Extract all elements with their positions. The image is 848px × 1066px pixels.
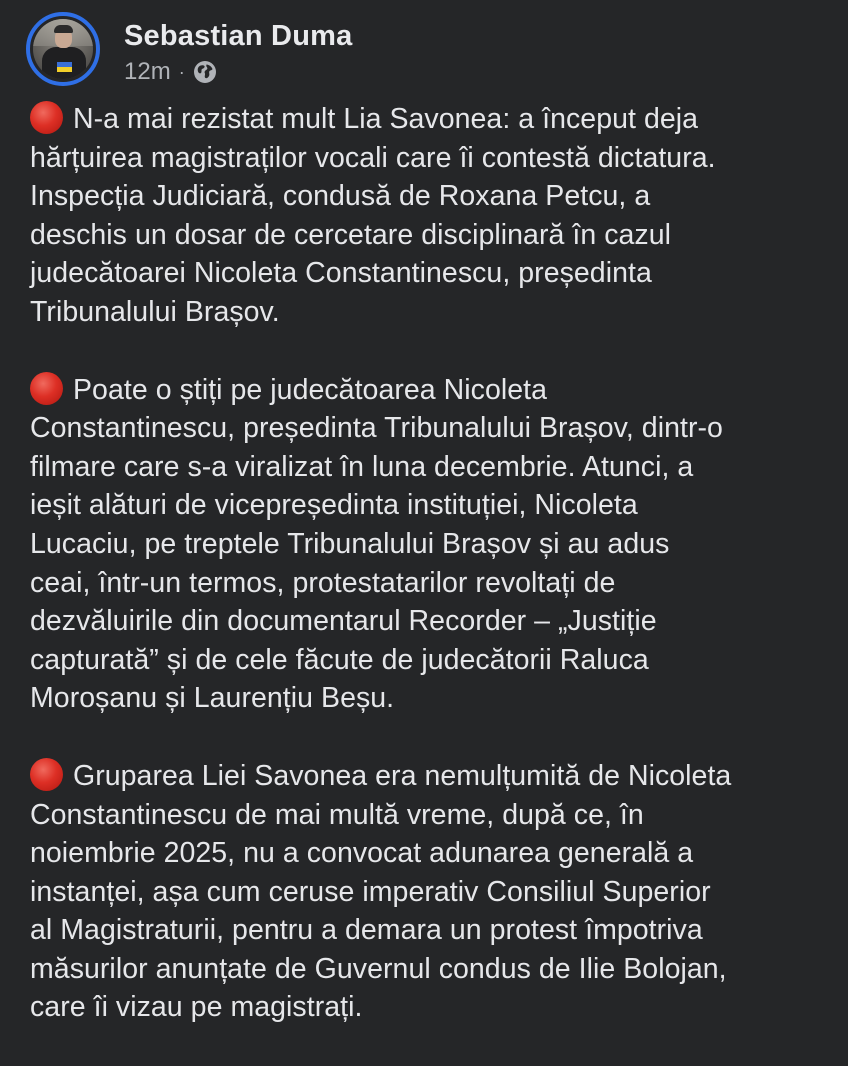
text-line: instanței, așa cum ceruse imperativ Consiliul Superior [30,875,711,908]
globe-icon[interactable] [193,60,217,84]
text-line: Poate o știți pe judecătoarea Nicoleta [30,371,830,410]
post-meta [124,19,352,86]
avatar[interactable] [33,19,93,79]
post-header [26,12,352,92]
text-line: măsurilor anunțate de Guvernul condus de Ilie Bolojan, [30,952,727,985]
text-line: Constantinescu de mai multă vreme, după ce, în [30,798,644,831]
text-line: capturată” și de cele făcute de judecătorii Raluca [30,643,649,676]
text-line: ceai, într-un termos, protestatarilor revoltați de [30,566,616,599]
text-line: judecătoarei Nicoleta Constantinescu, președinta [30,257,652,290]
text-line: Inspecția Judiciară, condusă de Roxana Petcu, a [30,180,651,213]
text-line: Tribunalului Brașov. [30,295,280,328]
text-line: Lucaciu, pe treptele Tribunalului Brașov și au adus [30,527,670,560]
ukraine-flag-icon [57,62,72,72]
text-line: ieșit alături de vicepreședinta instituției, Nicoleta [30,489,638,522]
text-line: deschis un dosar de cercetare disciplinară în cazul [30,218,671,251]
paragraph-1 [30,100,830,332]
red-circle-icon [30,758,63,791]
post-subline [124,58,352,86]
post-body [30,100,830,1066]
avatar-story-ring[interactable] [26,12,100,86]
text-line: Gruparea Liei Savonea era nemulțumită de Nicoleta [30,757,830,796]
text-line: Constantinescu, președinta Tribunalului Brașov, dintr-o [30,412,723,445]
avatar-person-cap [54,25,73,33]
paragraph-2 [30,371,830,718]
text-line: al Magistraturii, pentru a demara un protest împotriva [30,914,703,947]
text-line: dezvăluirile din documentarul Recorder – „Justiție [30,605,657,638]
paragraph-3 [30,757,830,1027]
text-line: care îi vizau pe magistrați. [30,991,363,1024]
separator-dot: · [178,62,185,82]
post-timestamp[interactable]: 12m [124,58,171,85]
author-name[interactable]: Sebastian Duma [124,20,353,52]
text-line: hărțuirea magistraților vocali care îi contestă dictatura. [30,141,716,174]
text-line: noiembrie 2025, nu a convocat adunarea generală a [30,837,694,870]
text-line: Moroșanu și Laurențiu Beșu. [30,682,395,715]
red-circle-icon [30,372,63,405]
text-line: filmare care s-a viralizat în luna decembrie. Atunci, a [30,450,694,483]
text-line: N-a mai rezistat mult Lia Savonea: a început deja [30,100,830,139]
red-circle-icon [30,101,63,134]
